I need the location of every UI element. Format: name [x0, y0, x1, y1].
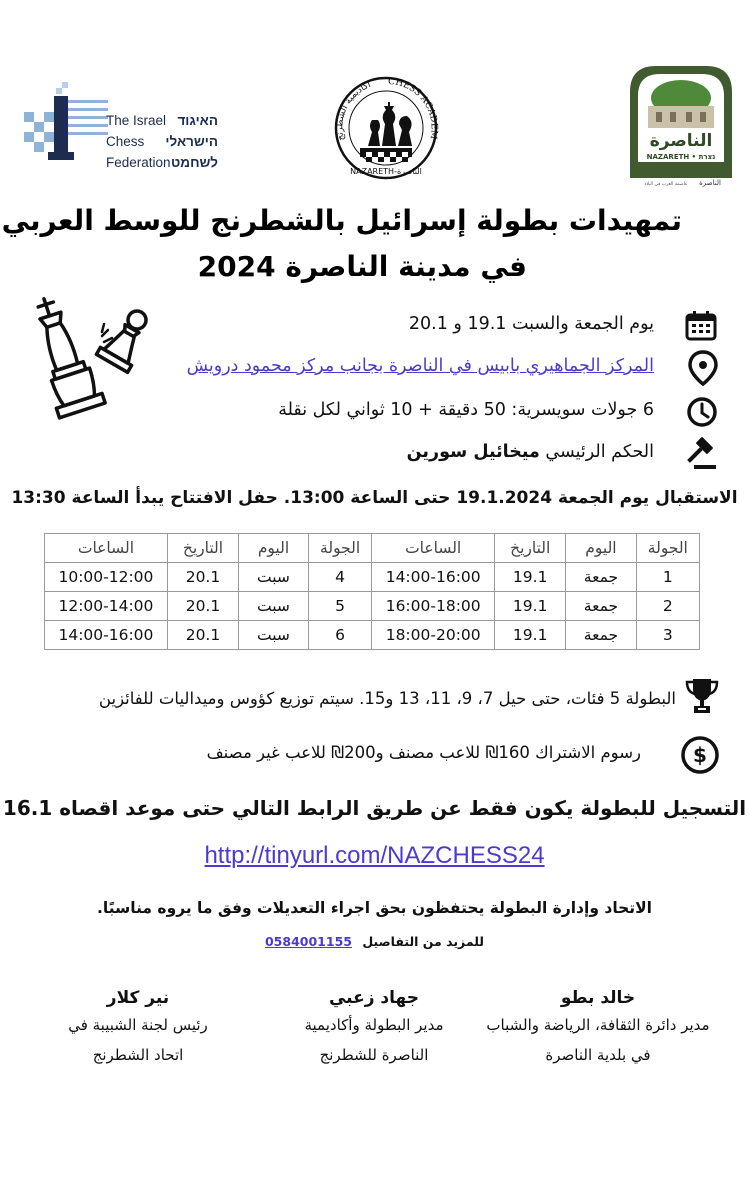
svg-text:$: $ — [693, 743, 707, 767]
trophy-icon — [684, 676, 720, 716]
nazareth-municipality-logo — [626, 62, 736, 190]
clock-icon — [685, 395, 719, 429]
chess-pieces-icon — [30, 286, 148, 434]
table-cell: سبت — [239, 563, 309, 592]
venue-link[interactable]: المركز الجماهيري بابيس في الناصرة بجانب مركز محمود درويش — [186, 356, 654, 376]
table-cell: 10:00-12:00 — [45, 563, 168, 592]
nazareth-name-ar: الناصرة — [649, 131, 713, 151]
table-cell: سبت — [239, 621, 309, 650]
table-cell: 5 — [308, 592, 371, 621]
gavel-icon — [682, 436, 716, 470]
dollar-icon — [680, 735, 720, 775]
table-cell: جمعة — [566, 592, 636, 621]
arbiter-label: الحكم الرئيسي — [545, 442, 654, 462]
tournament-format: 6 جولات سويسرية: 50 دقيقة + 10 ثواني لكل نقلة — [278, 400, 654, 420]
header-date: التاريخ — [167, 534, 238, 563]
table-row — [45, 563, 700, 592]
page-title-line1: تمهيدات بطولة إسرائيل بالشطرنج للوسط العربي — [1, 204, 682, 237]
israel-chess-federation-logo — [20, 82, 220, 168]
signatory-name: خالد بطو — [560, 988, 636, 1008]
federation-name-he — [156, 110, 218, 173]
table-cell: 3 — [636, 621, 699, 650]
location-pin-icon — [686, 350, 720, 384]
chief-arbiter — [407, 442, 654, 462]
nazareth-name-en-he: NAZARETH • נצרת — [646, 153, 716, 161]
table-cell: 14:00-16:00 — [45, 621, 168, 650]
registration-link[interactable]: http://tinyurl.com/NAZCHESS24 — [204, 842, 545, 869]
signatory-role-line2: اتحاد الشطرنج — [92, 1046, 184, 1064]
signatory — [18, 986, 258, 1070]
signatory-role-line1: مدير البطولة وأكاديمية — [304, 1016, 444, 1034]
federation-he-line1: האיגוד — [177, 113, 218, 128]
chess-academy-logo — [320, 62, 452, 182]
chess-academy-emblem-icon — [320, 62, 452, 182]
academy-bottom-text: NAZARETH-الناصرة — [350, 167, 422, 176]
schedule-table — [44, 533, 700, 650]
table-cell: 19.1 — [495, 621, 566, 650]
registration-notice: التسجيل للبطولة يكون فقط عن طريق الرابط التالي حتى موعد اقصاه 16.1 — [2, 796, 747, 820]
table-cell: 19.1 — [495, 592, 566, 621]
nazareth-small-text: الناصرة — [699, 179, 721, 187]
table-cell: 19.1 — [495, 563, 566, 592]
event-venue[interactable] — [187, 356, 654, 376]
nazareth-small-text-2: عاصمة العرب في البلاد — [644, 182, 688, 187]
table-cell: جمعة — [566, 563, 636, 592]
table-cell: 20.1 — [167, 563, 238, 592]
federation-he-line3: לשחמט — [171, 155, 218, 170]
header-day: اليوم — [566, 534, 636, 563]
signatory-role-line2: في بلدية الناصرة — [545, 1046, 651, 1064]
header-hours: الساعات — [372, 534, 495, 563]
disclaimer: الاتحاد وإدارة البطولة يحتفظون بحق اجراء التعديلات وفق ما يروه مناسبًا. — [97, 899, 652, 917]
reception-notice: الاستقبال يوم الجمعة 19.1.2024 حتى الساعة 13:00. حفل الافتتاح يبدأ الساعة 13:30 — [11, 488, 738, 508]
schedule-header-row — [45, 534, 700, 563]
federation-en-line2: Chess — [106, 134, 145, 149]
table-cell: جمعة — [566, 621, 636, 650]
table-cell: 16:00-18:00 — [372, 592, 495, 621]
federation-en-line1: The Israel — [106, 113, 167, 128]
event-date: يوم الجمعة والسبت 19.1 و 20.1 — [408, 314, 654, 334]
page-title-line2: في مدينة الناصرة 2024 — [197, 250, 527, 283]
table-row — [45, 592, 700, 621]
table-cell: سبت — [239, 592, 309, 621]
nazareth-emblem-icon — [626, 62, 736, 190]
table-cell: 20.1 — [167, 592, 238, 621]
academy-arc-text-en: CHESS ACADEM — [387, 76, 439, 140]
table-cell: 4 — [308, 563, 371, 592]
signatory-role-line1: مدير دائرة الثقافة، الرياضة والشباب — [486, 1016, 710, 1034]
prizes-info: البطولة 5 فئات، حتى حيل 7، 9، 11، 13 و15. سيتم توزيع كؤوس وميداليات للفائزين — [98, 689, 676, 708]
signatory-role-line1: رئيس لجنة الشبيبة في — [68, 1016, 208, 1034]
header-round: الجولة — [308, 534, 371, 563]
table-row — [45, 621, 700, 650]
academy-arc-text-ar: اكاديمية الشطرنج — [335, 80, 373, 142]
federation-he-line2: הישראלי — [165, 134, 218, 149]
signatory-name: نير كلار — [106, 988, 170, 1008]
federation-en-line3: Federation — [106, 155, 171, 170]
header-round: الجولة — [636, 534, 699, 563]
table-cell: 2 — [636, 592, 699, 621]
registration-fee: رسوم الاشتراك 160₪ للاعب مصنف و200₪ للاعب غير مصنف — [206, 743, 641, 762]
signatory-role-line2: الناصرة للشطرنج — [319, 1046, 429, 1064]
signatory-name: جهاد زعبي — [328, 988, 420, 1008]
contact-info — [0, 934, 749, 949]
contact-label: للمزيد من التفاصيل — [362, 934, 484, 949]
table-cell: 18:00-20:00 — [372, 621, 495, 650]
header-hours: الساعات — [45, 534, 168, 563]
table-cell: 20.1 — [167, 621, 238, 650]
signatory — [254, 986, 494, 1070]
arbiter-name: ميخائيل سورين — [406, 442, 540, 462]
header-date: التاريخ — [495, 534, 566, 563]
table-cell: 14:00-16:00 — [372, 563, 495, 592]
signatory — [478, 986, 718, 1070]
calendar-icon — [684, 309, 718, 343]
contact-phone[interactable]: 0584001155 — [264, 934, 352, 949]
table-cell: 6 — [308, 621, 371, 650]
header-day: اليوم — [239, 534, 309, 563]
table-cell: 12:00-14:00 — [45, 592, 168, 621]
chess-pieces-illustration — [30, 286, 148, 434]
table-cell: 1 — [636, 563, 699, 592]
